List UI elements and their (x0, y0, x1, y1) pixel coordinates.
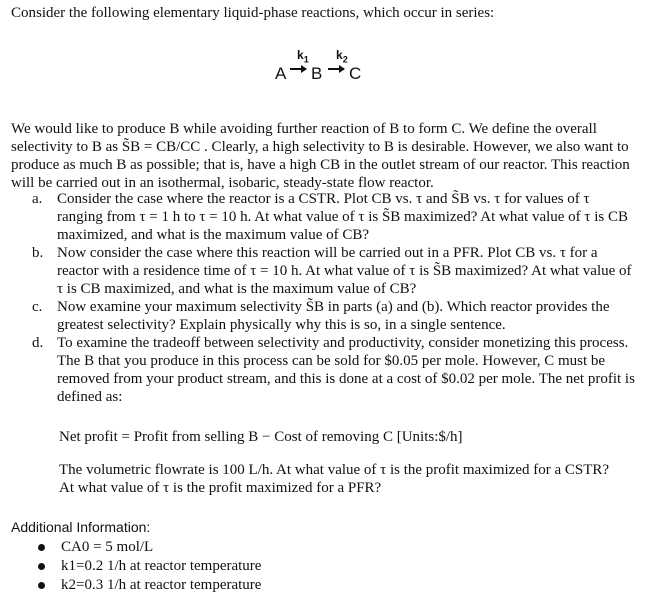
part-a (11, 190, 636, 244)
net-profit-definition: Net profit = Profit from selling B − Cost of removing C [Units:$/h] (59, 429, 463, 445)
part-label: a. (32, 191, 43, 207)
species-a: A (275, 64, 287, 83)
part-text: Consider the case where the reactor is a CSTR. Plot CB vs. τ and S̃B vs. τ for values of τ ranging from τ = 1 h to τ = 10 h. At what value of τ is S̃B maximized? At what value of τ is CB maximized, and what is the maximum value of CB? (57, 191, 628, 243)
reaction-scheme (275, 46, 395, 88)
part-label: b. (32, 245, 44, 261)
part-text: To examine the tradeoff between selectivity and productivity, consider monetizing this process. The B that you produce in this process can be sold for $0.05 per mole. However, C must be removed from your product stream, and this is done at a cost of $0.02 per mole. The net profit is defined as: (57, 335, 635, 405)
arrow-icon (290, 68, 306, 70)
species-c: C (349, 64, 362, 83)
bullet-icon (38, 563, 45, 570)
intro-paragraph: We would like to produce B while avoiding further reaction of B to form C. We define the overall selectivity to B as S̃B = CB/CC . Clearly, a high selectivity to B is desirable. However, we also want to produce as much B as possible; that is, have a high CB in the outlet stream of our reactor. This reaction will be carried out in an isothermal, isobaric, steady-state flow reactor. (11, 121, 630, 191)
bullet-icon (38, 582, 45, 589)
species-b: B (311, 64, 323, 83)
info-item: k2=0.3 1/h at reactor temperature (11, 576, 261, 595)
rate-constant-k1: $k_1$ (297, 48, 309, 65)
rate-constant-k2: $k_2$ (336, 48, 348, 65)
additional-info-title: Additional Information: (11, 519, 151, 535)
problem-document (11, 4, 641, 22)
arrow-icon (328, 68, 344, 70)
header-text: Consider the following elementary liquid-phase reactions, which occur in series: (11, 5, 495, 21)
info-item: CA0 = 5 mol/L (11, 538, 261, 557)
question-parts (11, 190, 636, 406)
info-item: k1=0.2 1/h at reactor temperature (11, 557, 261, 576)
part-b (11, 244, 636, 298)
part-text: Now consider the case where this reaction will be carried out in a PFR. Plot CB vs. τ for a reactor with a residence time of τ = 10 h. At what value of τ is S̃B maximized? At what value of τ is CB maximized, and what is the maximum value of CB? (57, 245, 632, 297)
flowrate-question: The volumetric flowrate is 100 L/h. At what value of τ is the profit maximized for a CSTR? At what value of τ is the profit maximized for a PFR? (59, 462, 610, 496)
bullet-icon (38, 544, 45, 551)
part-d (11, 334, 636, 406)
part-c (11, 298, 636, 334)
part-label: c. (32, 299, 43, 315)
part-text: Now examine your maximum selectivity S̃B in parts (a) and (b). Which reactor provides the greatest selectivity? Explain physically why this is so, in a single sentence. (57, 299, 610, 333)
part-label: d. (32, 335, 44, 351)
additional-info-list (11, 538, 261, 595)
